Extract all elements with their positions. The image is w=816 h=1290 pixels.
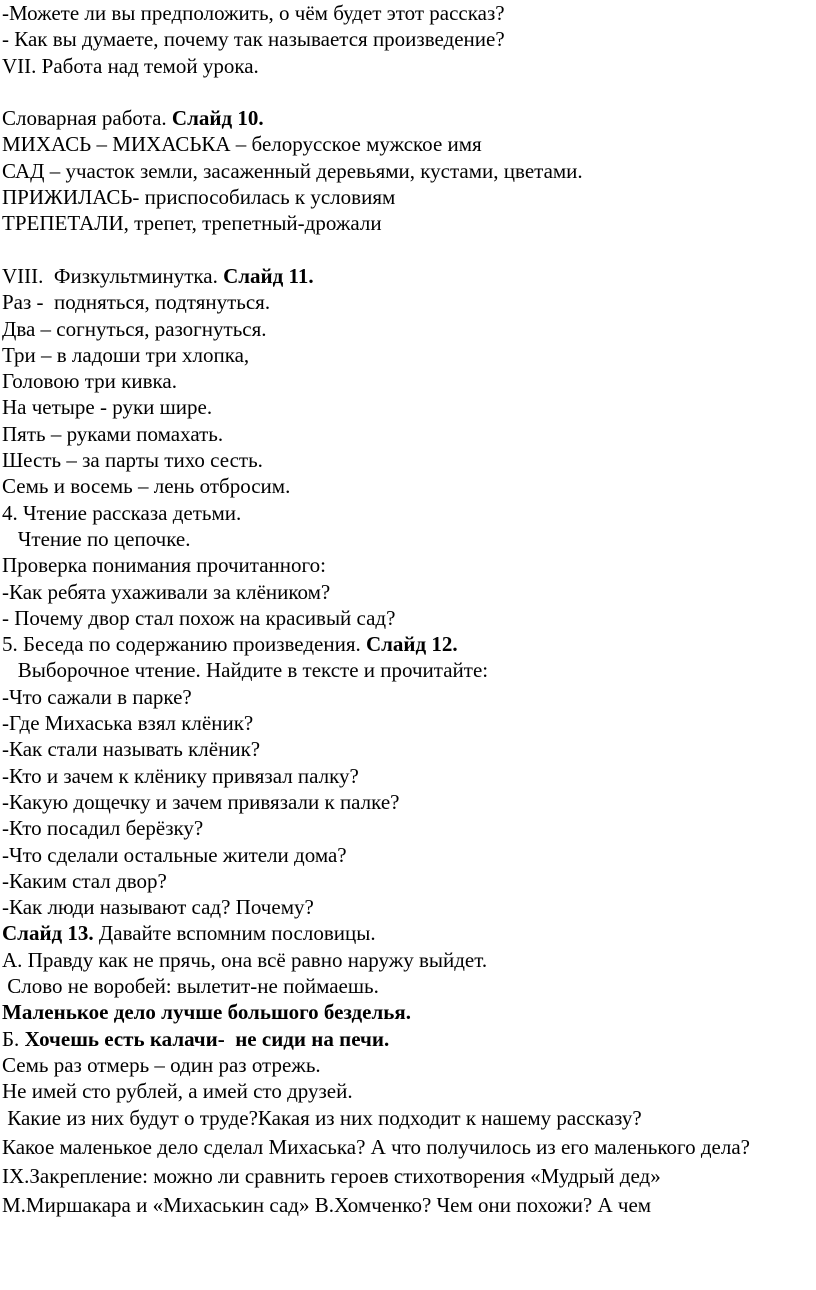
exercise-line: Три – в ладоши три хлопка,	[2, 342, 250, 367]
blank-line	[2, 237, 816, 263]
section-heading: VII. Работа над темой урока.	[2, 53, 259, 78]
exercise-line: Семь и восемь – лень отбросим.	[2, 474, 291, 499]
vocabulary-heading	[2, 105, 816, 131]
question-line: -Как ребята ухаживали за клёником?	[2, 579, 331, 604]
vocabulary-heading-text: Словарная работа.	[2, 106, 172, 131]
question-line: Какие из них будут о труде?Какая из них подходит к нашему рассказу?	[2, 1106, 642, 1131]
proverb-line: А. Правду как не прячь, она всё равно наружу выйдет.	[2, 947, 488, 972]
exercise-line: На четыре - руки шире.	[2, 395, 213, 420]
proverb-line: Маленькое дело лучше большого безделья.	[2, 1000, 411, 1025]
question-line: - Как вы думаете, почему так называется произведение?	[2, 27, 505, 52]
slide-label: Слайд 13.	[2, 921, 94, 946]
question-line: -Как люди называют сад? Почему?	[2, 895, 314, 920]
section-heading	[2, 263, 816, 289]
proverb-text: Хочешь есть калачи- не сиди на печи.	[24, 1026, 390, 1051]
slide-label: Слайд 10.	[171, 106, 264, 131]
vocabulary-entry: ТРЕПЕТАЛИ, трепет, трепетный-дрожали	[2, 211, 382, 236]
text-line: Выборочное чтение. Найдите в тексте и прочитайте:	[2, 658, 489, 683]
text-line: Проверка понимания прочитанного:	[2, 553, 326, 578]
text-line: Чтение по цепочке.	[2, 526, 191, 551]
exercise-line: Пять – руками помахать.	[2, 421, 224, 446]
vocabulary-entry: ПРИЖИЛАСЬ- приспособилась к условиям	[2, 185, 396, 210]
exercise-line: Головою три кивка.	[2, 369, 177, 394]
vocabulary-entry: МИХАСЬ – МИХАСЬКА – белорусское мужское имя	[2, 132, 482, 157]
text-line: М.Миршакара и «Михаськин сад» В.Хомченко? Чем они похожи? А чем	[2, 1193, 652, 1218]
question-line: -Каким стал двор?	[2, 868, 167, 893]
question-line: -Кто посадил берёзку?	[2, 816, 204, 841]
section-heading: IX.Закрепление: можно ли сравнить героев стихотворения «Мудрый дед»	[2, 1164, 661, 1189]
slide-label: Слайд 11.	[223, 263, 314, 288]
proverb-line: Слово не воробей: вылетит-не поймаешь.	[2, 973, 379, 998]
question-line: -Где Михаська взял клёник?	[2, 711, 254, 736]
question-line: -Что сделали остальные жители дома?	[2, 842, 347, 867]
proverb-marker: Б.	[2, 1026, 25, 1051]
vocabulary-entry: САД – участок земли, засаженный деревьями, кустами, цветами.	[2, 158, 583, 183]
question-line: -Какую дощечку и зачем привязали к палке?	[2, 789, 400, 814]
proverbs-heading	[2, 920, 816, 946]
proverb-line	[2, 1026, 816, 1052]
proverb-line: Не имей сто рублей, а имей сто друзей.	[2, 1079, 353, 1104]
section-heading	[2, 631, 816, 657]
section-heading-text: 5. Беседа по содержанию произведения.	[2, 632, 366, 657]
question-line: - Почему двор стал похож на красивый сад?	[2, 605, 396, 630]
question-line: -Как стали называть клёник?	[2, 737, 261, 762]
proverb-line: Семь раз отмерь – один раз отрежь.	[2, 1052, 321, 1077]
blank-line	[2, 79, 816, 105]
proverbs-heading-text: Давайте вспомним пословицы.	[93, 921, 376, 946]
question-line: Какое маленькое дело сделал Михаська? А что получилось из его маленького дела?	[2, 1135, 750, 1160]
exercise-line: Шесть – за парты тихо сесть.	[2, 448, 263, 473]
question-line: -Можете ли вы предположить, о чём будет этот рассказ?	[2, 1, 505, 25]
exercise-line: Раз - подняться, подтянуться.	[2, 290, 271, 315]
exercise-line: Два – согнуться, разогнуться.	[2, 316, 267, 341]
question-line: -Кто и зачем к клёнику привязал палку?	[2, 763, 359, 788]
question-line: -Что сажали в парке?	[2, 684, 192, 709]
section-heading: 4. Чтение рассказа детьми.	[2, 500, 242, 525]
slide-label: Слайд 12.	[365, 632, 458, 657]
section-heading-text: VIII. Физкультминутка.	[2, 263, 224, 288]
